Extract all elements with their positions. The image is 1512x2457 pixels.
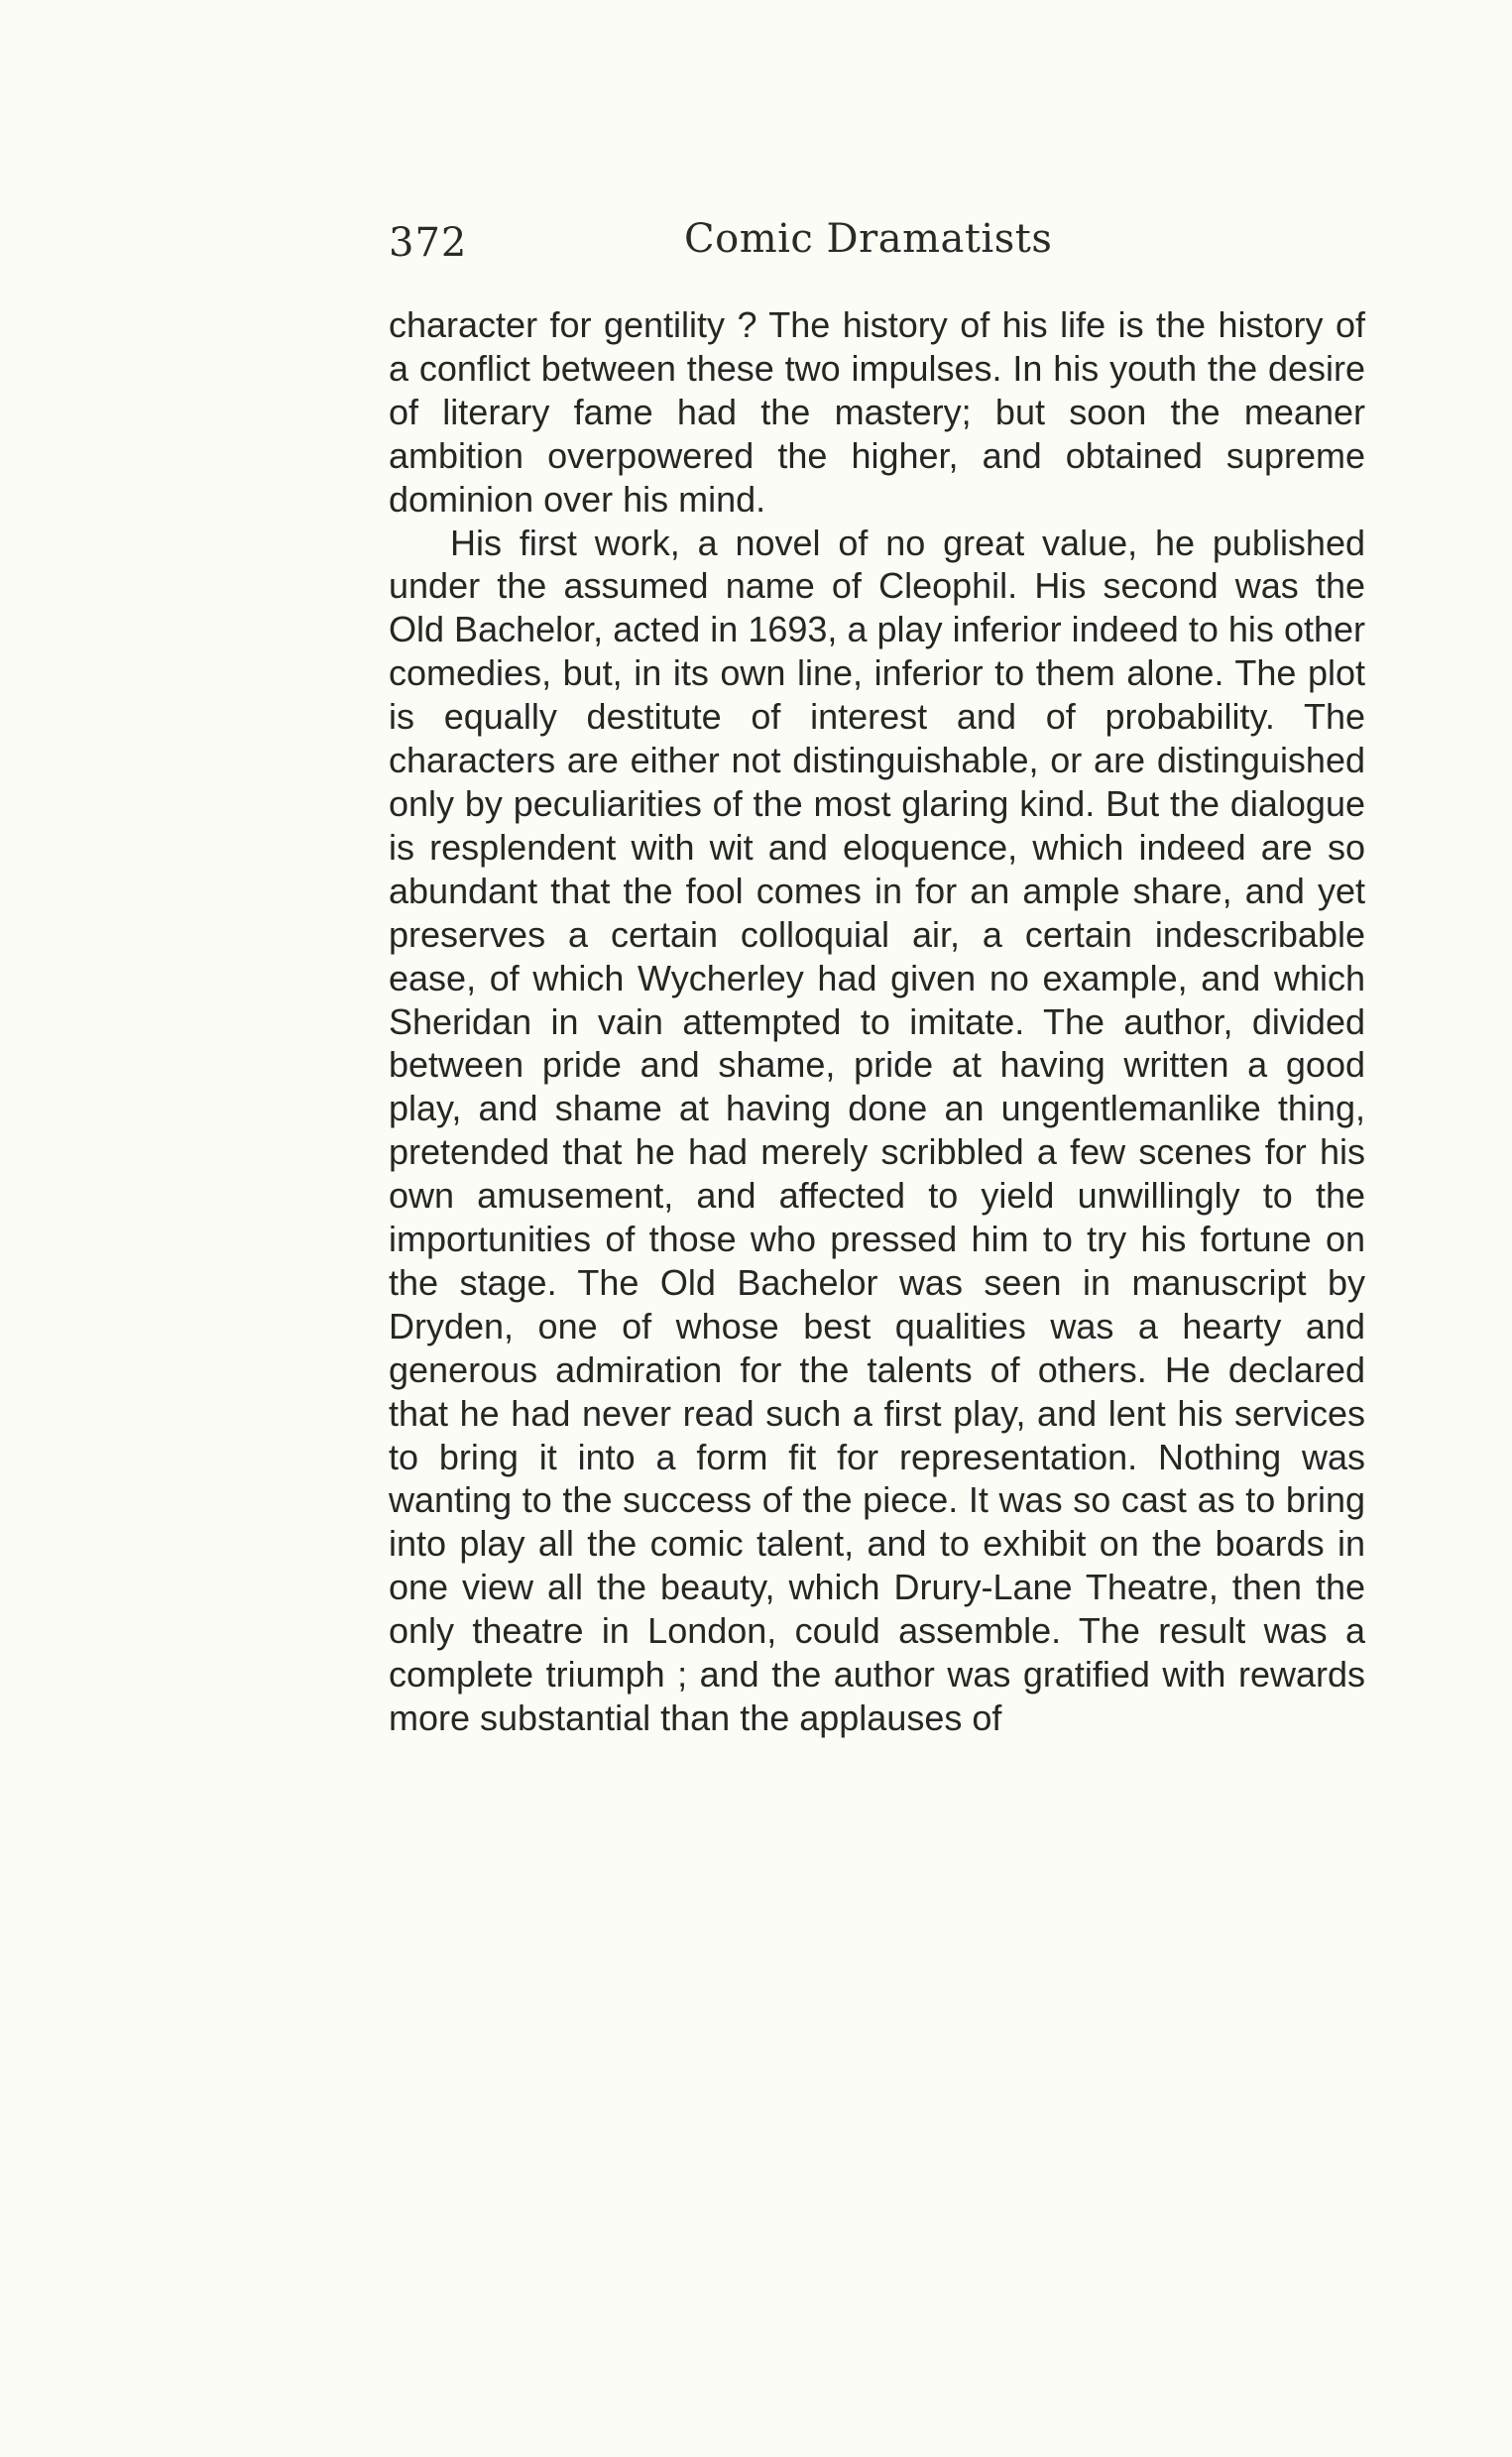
paragraph: character for gentility ? The history of his life is the history of a conflict between these two impulses. In his youth the desire of literary fame had the mastery; but soon the meaner ambition overpowered the higher, and obtained supreme dominion over his mind.	[389, 304, 1365, 520]
page-header	[389, 216, 1370, 276]
body-text	[389, 303, 1365, 1740]
paragraph: His first work, a novel of no great value, he published under the assumed name of Cleophil. His second was the Old Bachelor, acted in 1693, a play inferior indeed to his other comedies, but, in its own line, inferior to them alone. The plot is equally destitute of interest and of probability. The characters are either not distinguishable, or are distinguished only by peculiarities of the most glaring kind. But the dialogue is resplendent with wit and eloquence, which indeed are so abundant that the fool comes in for an ample share, and yet preserves a certain colloquial air, a certain indescribable ease, of which Wycherley had given no example, and which Sheridan in vain attempted to imitate. The author, divided between pride and shame, pride at having written a good play, and shame at having done an ungentlemanlike thing, pretended that he had merely scribbled a few scenes for his own amusement, and affected to yield unwillingly to the importunities of those who pressed him to try his fortune on the stage. The Old Bachelor was seen in manuscript by Dryden, one of whose best qualities was a hearty and generous admiration for the talents of others. He declared that he had never read such a first play, and lent his services to bring it into a form fit for representation. Nothing was wanting to the success of the piece. It was so cast as to bring into play all the comic talent, and to exhibit on the boards in one view all the beauty, which Drury-Lane Theatre, then the only theatre in London, could assemble. The result was a complete triumph ; and the author was gratified with rewards more substantial than the applauses of	[389, 522, 1365, 1738]
running-title: Comic Dramatists	[684, 216, 1053, 262]
page-number: 372	[389, 220, 468, 266]
